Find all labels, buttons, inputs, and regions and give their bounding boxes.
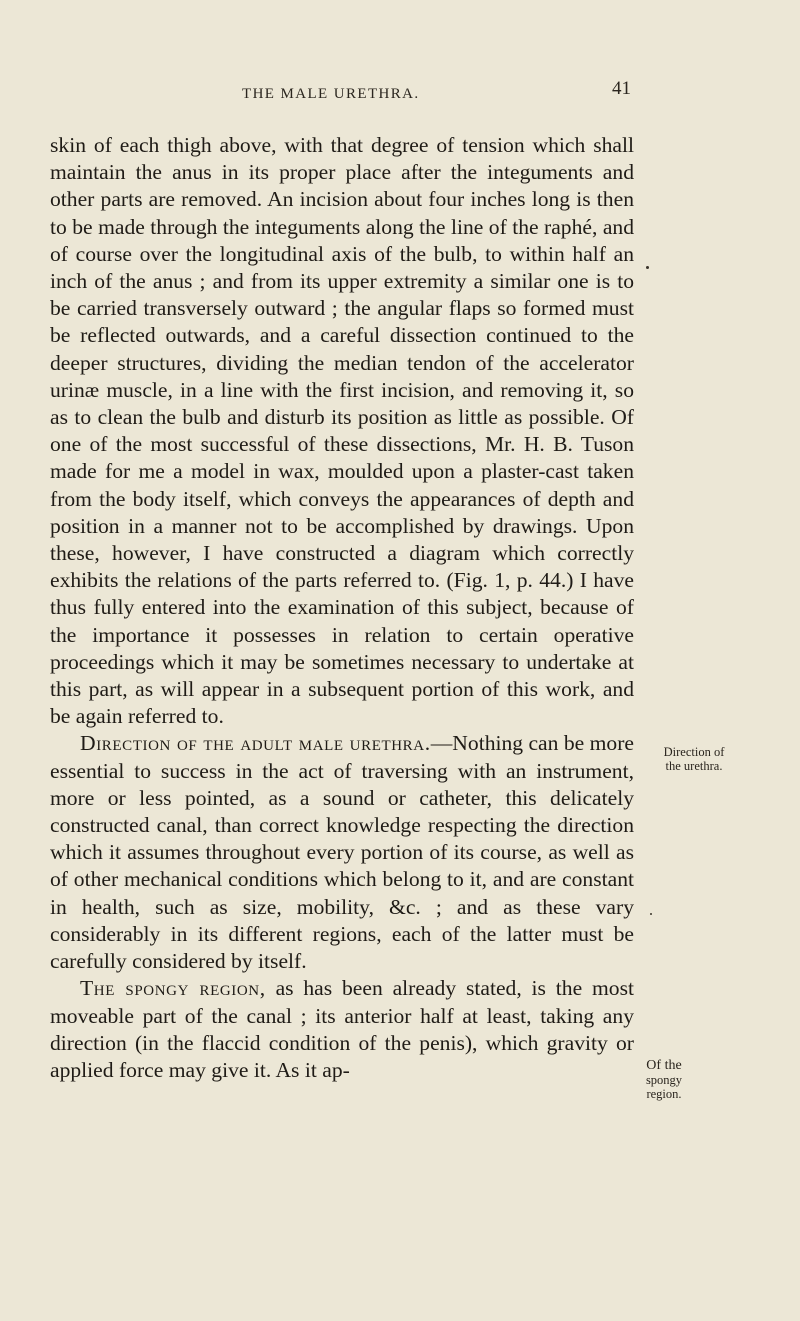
margin-note-line: Direction of — [663, 745, 725, 759]
paragraph-direction-text: —Nothing can be more essential to success in the act of traversing with an instrument, more or less pointed, as a sound or catheter, this delicately constructed canal, than correct knowledge respecting the direction which it assumes throughout every portion of its course, as well as of other mechanical conditions which belong to it, and are constant in health, such as size, mobility, &c. ; and as these vary considerably in its different regions, each of the latter must be carefully considered by itself. — [50, 731, 634, 974]
margin-note-direction — [634, 745, 754, 773]
page-number: 41 — [612, 78, 631, 99]
paragraph-spongy-region — [50, 975, 634, 1084]
margin-note-line: spongy — [645, 1073, 683, 1087]
paper-speck — [646, 266, 649, 269]
section-heading-spongy: The spongy region, — [80, 976, 266, 1001]
margin-note-spongy — [634, 1059, 694, 1101]
margin-note-line: the urethra. — [665, 759, 723, 773]
section-heading-direction: Direction of the adult male urethra. — [80, 731, 431, 756]
body-text — [50, 132, 634, 1084]
paragraph-dissection: skin of each thigh above, with that degree of tension which shall maintain the anus in its proper place after the integuments and other parts are removed. An incision about four inches long is then to be made through the integuments along the line of the raphé, and of course over the longitudinal axis of the bulb, to within half an inch of the anus ; and from its upper extremity a similar one is to be carried transversely outward ; the angular flaps so formed must be reflected outwards, and a careful dissection continued to the deeper structures, dividing the median tendon of the accelerator urinæ muscle, in a line with the first incision, and removing it, so as to clean the bulb and disturb its position as little as possible. Of one of the most successful of these dissections, Mr. H. B. Tuson made for me a model in wax, moulded upon a plaster-cast taken from the body itself, which conveys the appearances of depth and position in a manner not to be accomplished by drawings. Upon these, however, I have constructed a diagram which correctly exhibits the relations of the parts referred to. (Fig. 1, p. 44.) I have thus fully entered into the examination of this subject, because of the importance it possesses in relation to certain operative proceedings which it may be sometimes necessary to undertake at this part, as will appear in a subsequent portion of this work, and be again referred to. — [50, 133, 634, 729]
paragraph-spongy-text: as has been already stated, is the most moveable part of the canal ; its anterior half at least, taking any direction (in the flaccid condition of the penis), which gravity or applied force may give it. As it ap- — [50, 976, 635, 1082]
running-head: THE MALE URETHRA. — [242, 86, 420, 102]
margin-note-line: region. — [646, 1087, 682, 1101]
paper-speck — [650, 913, 652, 915]
paragraph-direction — [50, 730, 634, 975]
margin-note-line: Of the — [646, 1058, 682, 1073]
